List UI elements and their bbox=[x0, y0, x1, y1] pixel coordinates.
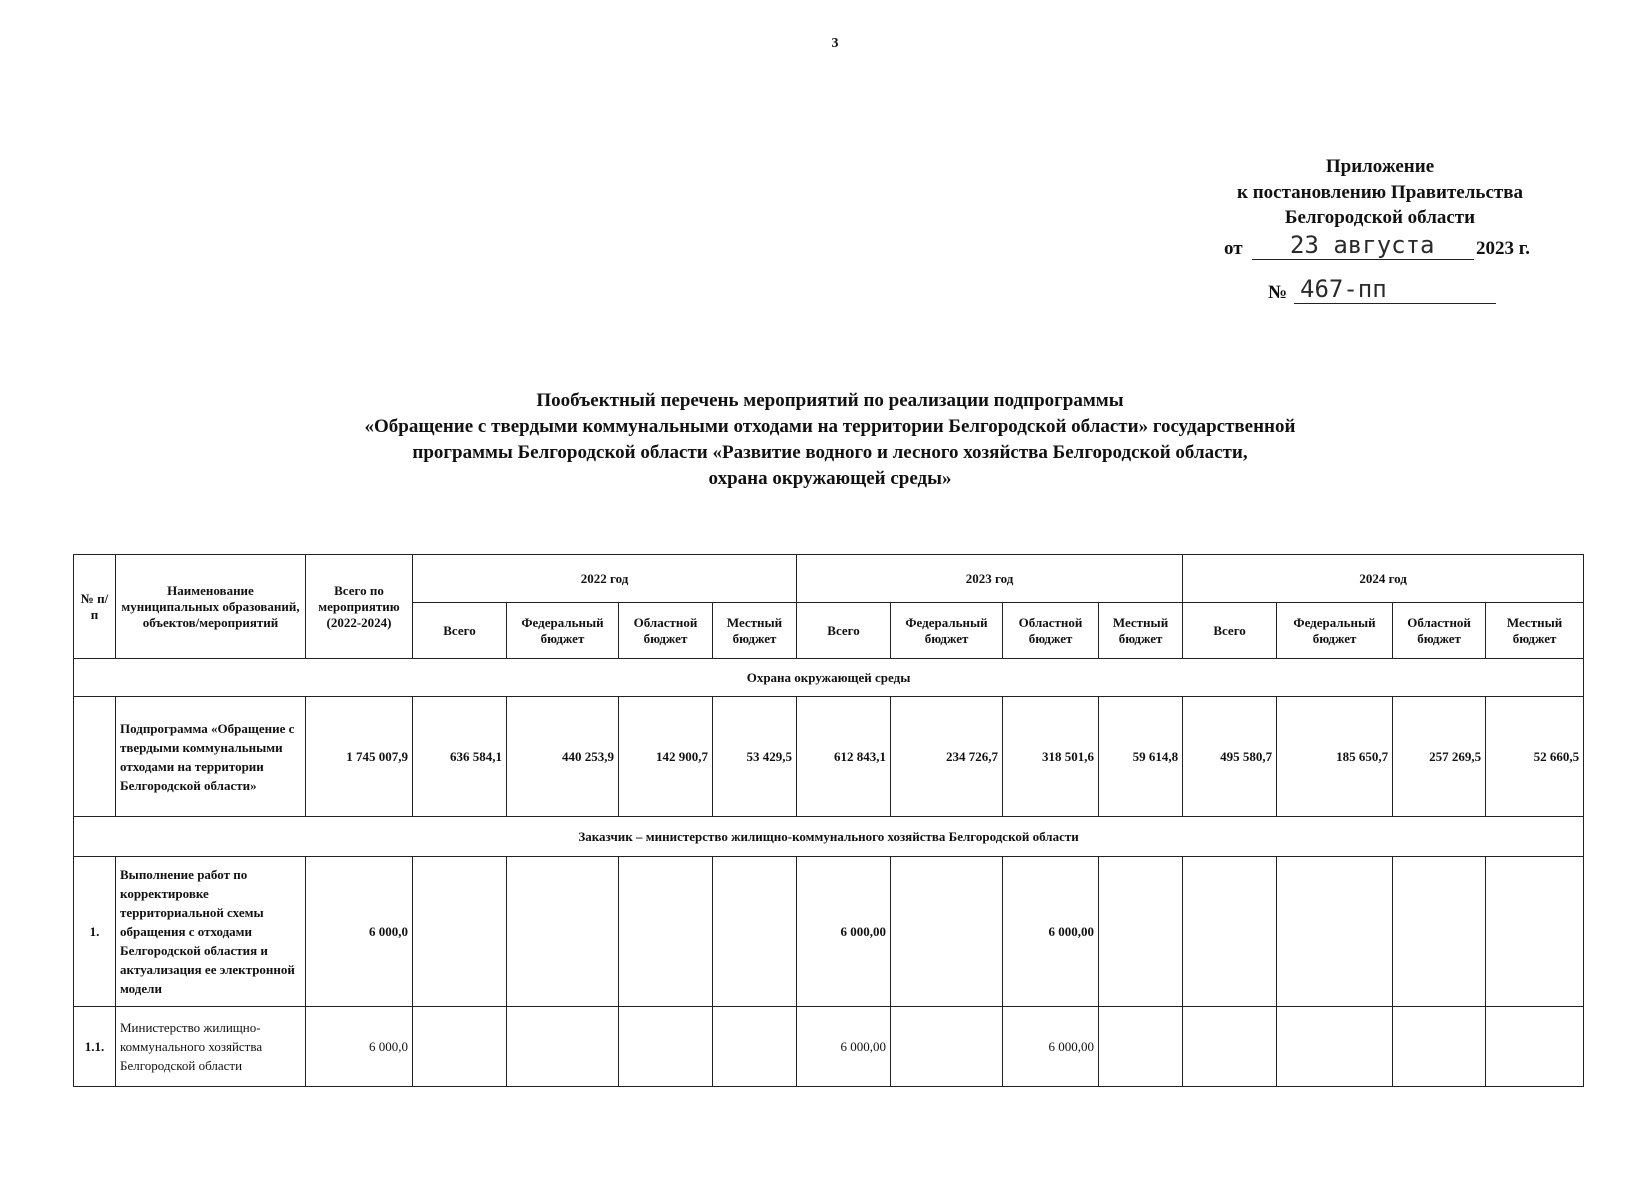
date-field bbox=[1252, 229, 1474, 260]
number-value: 467-пп bbox=[1300, 275, 1387, 303]
item11-2022-federal bbox=[507, 1007, 619, 1087]
item11-2022-all bbox=[413, 1007, 507, 1087]
subprogram-2023-federal: 234 726,7 bbox=[891, 697, 1003, 817]
item11-2024-all bbox=[1183, 1007, 1277, 1087]
subprogram-2024-regional: 257 269,5 bbox=[1393, 697, 1486, 817]
item1-name: Выполнение работ по корректировке территориальной схемы обращения с отходами Белгородской областия и актуализация ее электронной модели bbox=[116, 857, 306, 1007]
date-value: 23 августа bbox=[1290, 231, 1435, 259]
item11-2023-regional: 6 000,00 bbox=[1003, 1007, 1099, 1087]
header-2024-regional: Областной бюджет bbox=[1393, 603, 1486, 659]
subprogram-num bbox=[74, 697, 116, 817]
item1-2022-local bbox=[713, 857, 797, 1007]
item1-2022-federal bbox=[507, 857, 619, 1007]
item11-2023-all: 6 000,00 bbox=[797, 1007, 891, 1087]
subprogram-2024-local: 52 660,5 bbox=[1486, 697, 1584, 817]
appendix-block bbox=[1190, 154, 1570, 231]
table-row-item-1-1 bbox=[74, 1007, 1584, 1087]
title-line3: программы Белгородской области «Развитие водного и лесного хозяйства Белгородской области, bbox=[412, 442, 1248, 463]
item11-2024-regional bbox=[1393, 1007, 1486, 1087]
item1-2024-local bbox=[1486, 857, 1584, 1007]
section-customer: Заказчик – министерство жилищно-коммунального хозяйства Белгородской области bbox=[74, 817, 1584, 857]
section-row-environment bbox=[74, 659, 1584, 697]
header-num: № п/п bbox=[74, 555, 116, 659]
subprogram-2022-all: 636 584,1 bbox=[413, 697, 507, 817]
subprogram-2023-all: 612 843,1 bbox=[797, 697, 891, 817]
item11-total: 6 000,0 bbox=[306, 1007, 413, 1087]
table-row-subprogram bbox=[74, 697, 1584, 817]
title-line2: «Обращение с твердыми коммунальными отходами на территории Белгородской области» государственной bbox=[364, 416, 1296, 437]
item11-2022-local bbox=[713, 1007, 797, 1087]
subprogram-2024-all: 495 580,7 bbox=[1183, 697, 1277, 817]
item1-num: 1. bbox=[74, 857, 116, 1007]
item1-2024-regional bbox=[1393, 857, 1486, 1007]
header-2024-all: Всего bbox=[1183, 603, 1277, 659]
item11-name: Министерство жилищно-коммунального хозяйства Белгородской области bbox=[116, 1007, 306, 1087]
item1-2023-all: 6 000,00 bbox=[797, 857, 891, 1007]
item1-2024-all bbox=[1183, 857, 1277, 1007]
header-2022-regional: Областной бюджет bbox=[619, 603, 713, 659]
item1-total: 6 000,0 bbox=[306, 857, 413, 1007]
header-row-1 bbox=[74, 555, 1584, 603]
item11-2024-local bbox=[1486, 1007, 1584, 1087]
header-total: Всего по мероприятию (2022-2024) bbox=[306, 555, 413, 659]
header-2024-federal: Федеральный бюджет bbox=[1277, 603, 1393, 659]
header-2022-all: Всего bbox=[413, 603, 507, 659]
header-2024-local: Местный бюджет bbox=[1486, 603, 1584, 659]
appendix-line3: Белгородской области bbox=[1284, 207, 1476, 228]
title-line1: Пообъектный перечень мероприятий по реализации подпрограммы bbox=[536, 390, 1124, 411]
measures-table bbox=[73, 554, 1584, 1087]
decree-date bbox=[1224, 232, 1544, 266]
item1-2023-local bbox=[1099, 857, 1183, 1007]
item1-2022-regional bbox=[619, 857, 713, 1007]
appendix-line2: к постановлению Правительства bbox=[1237, 181, 1523, 203]
header-2023-federal: Федеральный бюджет bbox=[891, 603, 1003, 659]
item11-2022-regional bbox=[619, 1007, 713, 1087]
number-prefix: № bbox=[1268, 282, 1288, 303]
item1-2022-all bbox=[413, 857, 507, 1007]
header-2022-local: Местный бюджет bbox=[713, 603, 797, 659]
header-name: Наименование муниципальных образований, объектов/мероприятий bbox=[116, 555, 306, 659]
item11-2023-federal bbox=[891, 1007, 1003, 1087]
decree-number bbox=[1268, 276, 1508, 310]
header-year-2022: 2022 год bbox=[413, 555, 797, 603]
header-2023-all: Всего bbox=[797, 603, 891, 659]
subprogram-2022-local: 53 429,5 bbox=[713, 697, 797, 817]
header-year-2023: 2023 год bbox=[797, 555, 1183, 603]
subprogram-2023-local: 59 614,8 bbox=[1099, 697, 1183, 817]
subprogram-2023-regional: 318 501,6 bbox=[1003, 697, 1099, 817]
header-2023-local: Местный бюджет bbox=[1099, 603, 1183, 659]
section-environment: Охрана окружающей среды bbox=[74, 659, 1584, 697]
item1-2024-federal bbox=[1277, 857, 1393, 1007]
section-row-customer bbox=[74, 817, 1584, 857]
table-row-item-1 bbox=[74, 857, 1584, 1007]
item1-2023-regional: 6 000,00 bbox=[1003, 857, 1099, 1007]
title-line4: охрана окружающей среды» bbox=[708, 468, 952, 489]
header-2022-federal: Федеральный бюджет bbox=[507, 603, 619, 659]
item1-2023-federal bbox=[891, 857, 1003, 1007]
subprogram-2022-federal: 440 253,9 bbox=[507, 697, 619, 817]
date-prefix: от bbox=[1224, 238, 1243, 259]
subprogram-total: 1 745 007,9 bbox=[306, 697, 413, 817]
date-suffix: 2023 г. bbox=[1476, 238, 1530, 259]
appendix-line1: Приложение bbox=[1325, 156, 1435, 177]
subprogram-name: Подпрограмма «Обращение с твердыми коммунальными отходами на территории Белгородской области» bbox=[116, 697, 306, 817]
header-2023-regional: Областной бюджет bbox=[1003, 603, 1099, 659]
item11-2024-federal bbox=[1277, 1007, 1393, 1087]
number-field bbox=[1294, 273, 1496, 304]
item11-2023-local bbox=[1099, 1007, 1183, 1087]
page-number: 3 bbox=[831, 36, 839, 51]
subprogram-2022-regional: 142 900,7 bbox=[619, 697, 713, 817]
subprogram-2024-federal: 185 650,7 bbox=[1277, 697, 1393, 817]
header-year-2024: 2024 год bbox=[1183, 555, 1584, 603]
document-title bbox=[230, 388, 1430, 492]
item11-num: 1.1. bbox=[74, 1007, 116, 1087]
